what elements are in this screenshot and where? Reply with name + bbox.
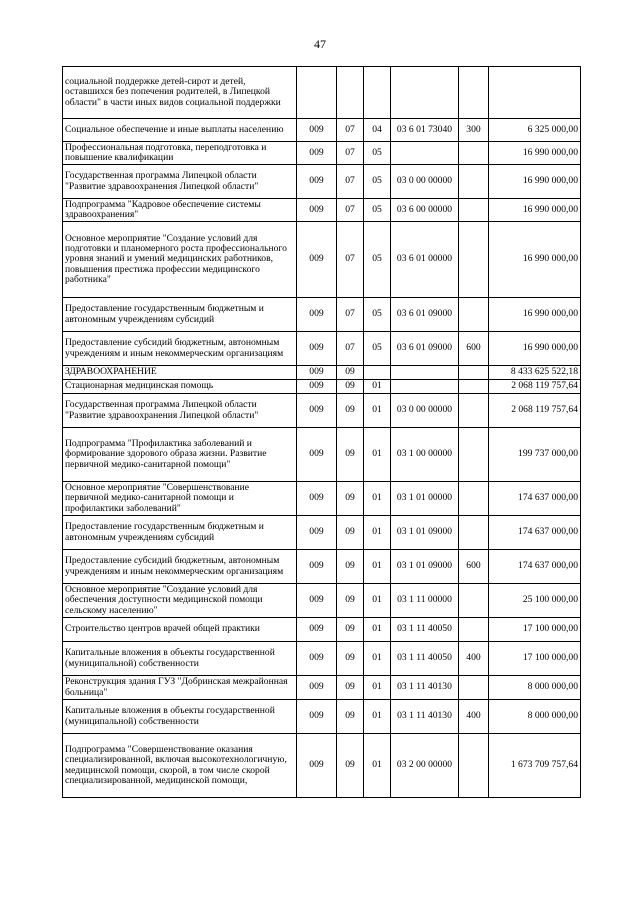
subsection-code-cell: 05 [364, 332, 391, 366]
amount-cell: 17 100 000,00 [489, 642, 581, 676]
target-article-code-cell [391, 366, 459, 380]
subsection-code-cell: 04 [364, 119, 391, 142]
admin-code-cell: 009 [297, 700, 337, 734]
amount-cell: 6 325 000,00 [489, 119, 581, 142]
section-code-cell [337, 67, 364, 119]
section-code-cell: 09 [337, 734, 364, 798]
section-code-cell: 09 [337, 550, 364, 584]
section-code-cell: 09 [337, 366, 364, 380]
section-code-cell: 09 [337, 618, 364, 642]
admin-code-cell: 009 [297, 734, 337, 798]
row-name-cell: Предоставление субсидий бюджетным, автономным учреждениям и иным некоммерческим организациям [63, 332, 297, 366]
expense-type-code-cell [459, 67, 489, 119]
target-article-code-cell: 03 6 00 00000 [391, 199, 459, 222]
target-article-code-cell: 03 6 01 00000 [391, 222, 459, 298]
subsection-code-cell: 01 [364, 642, 391, 676]
row-name-cell: Предоставление субсидий бюджетным, автономным учреждениям и иным некоммерческим организациям [63, 550, 297, 584]
expense-type-code-cell [459, 482, 489, 516]
expense-type-code-cell [459, 366, 489, 380]
section-code-cell: 07 [337, 165, 364, 199]
expense-type-code-cell [459, 516, 489, 550]
admin-code-cell: 009 [297, 380, 337, 394]
table-row [63, 199, 581, 222]
row-name-cell: Капитальные вложения в объекты государственной (муниципальной) собственности [63, 642, 297, 676]
section-code-cell: 07 [337, 119, 364, 142]
section-code-cell: 09 [337, 584, 364, 618]
subsection-code-cell [364, 366, 391, 380]
row-name-cell: Капитальные вложения в объекты государственной (муниципальной) собственности [63, 700, 297, 734]
section-code-cell: 07 [337, 222, 364, 298]
section-code-cell: 07 [337, 199, 364, 222]
section-code-cell: 09 [337, 482, 364, 516]
subsection-code-cell: 05 [364, 165, 391, 199]
row-name-cell: ЗДРАВООХРАНЕНИЕ [63, 366, 297, 380]
target-article-code-cell [391, 67, 459, 119]
table-row [63, 298, 581, 332]
admin-code-cell: 009 [297, 222, 337, 298]
expense-type-code-cell [459, 142, 489, 165]
subsection-code-cell: 01 [364, 394, 391, 428]
amount-cell: 16 990 000,00 [489, 222, 581, 298]
row-name-cell: Предоставление государственным бюджетным и автономным учреждениям субсидий [63, 516, 297, 550]
section-code-cell: 09 [337, 394, 364, 428]
table-row [63, 222, 581, 298]
subsection-code-cell: 01 [364, 380, 391, 394]
subsection-code-cell: 05 [364, 142, 391, 165]
expense-type-code-cell: 400 [459, 700, 489, 734]
admin-code-cell: 009 [297, 428, 337, 482]
target-article-code-cell: 03 1 11 40050 [391, 618, 459, 642]
expense-type-code-cell [459, 734, 489, 798]
table-row [63, 380, 581, 394]
target-article-code-cell: 03 1 01 09000 [391, 516, 459, 550]
expense-type-code-cell [459, 165, 489, 199]
row-name-cell: Строительство центров врачей общей практики [63, 618, 297, 642]
target-article-code-cell [391, 380, 459, 394]
table-row [63, 142, 581, 165]
amount-cell: 16 990 000,00 [489, 332, 581, 366]
subsection-code-cell [364, 67, 391, 119]
section-code-cell: 09 [337, 700, 364, 734]
subsection-code-cell: 01 [364, 734, 391, 798]
table-row [63, 165, 581, 199]
expense-type-code-cell: 600 [459, 550, 489, 584]
row-name-cell: Основное мероприятие "Создание условий для подготовки и планомерного роста профессионального уровня знаний и умений медицинских работников, повышения престижа профессии медицинского работника" [63, 222, 297, 298]
amount-cell: 8 433 625 522,18 [489, 366, 581, 380]
section-code-cell: 07 [337, 142, 364, 165]
row-name-cell: Подпрограмма "Совершенствование оказания специализированной, включая высокотехнологичную, медицинской помощи, скорой, в том числе скорой специализированной, медицинской помощи, [63, 734, 297, 798]
subsection-code-cell: 01 [364, 550, 391, 584]
row-name-cell: Государственная программа Липецкой области "Развитие здравоохранения Липецкой области" [63, 394, 297, 428]
subsection-code-cell: 01 [364, 700, 391, 734]
row-name-cell: Подпрограмма "Профилактика заболеваний и формирование здорового образа жизни. Развитие первичной медико-санитарной помощи" [63, 428, 297, 482]
section-code-cell: 09 [337, 516, 364, 550]
table-row [63, 676, 581, 700]
section-code-cell: 09 [337, 380, 364, 394]
admin-code-cell: 009 [297, 298, 337, 332]
row-name-cell: Основное мероприятие "Совершенствование первичной медико-санитарной помощи и профилактики заболеваний" [63, 482, 297, 516]
amount-cell: 16 990 000,00 [489, 298, 581, 332]
admin-code-cell: 009 [297, 142, 337, 165]
table-row [63, 734, 581, 798]
subsection-code-cell: 01 [364, 482, 391, 516]
table-row [63, 428, 581, 482]
table-row [63, 516, 581, 550]
amount-cell: 25 100 000,00 [489, 584, 581, 618]
admin-code-cell: 009 [297, 618, 337, 642]
table-row [63, 700, 581, 734]
admin-code-cell: 009 [297, 584, 337, 618]
target-article-code-cell: 03 1 00 00000 [391, 428, 459, 482]
amount-cell: 8 000 000,00 [489, 700, 581, 734]
row-name-cell: Государственная программа Липецкой области "Развитие здравоохранения Липецкой области" [63, 165, 297, 199]
table-row [63, 366, 581, 380]
row-name-cell: социальной поддержке детей-сирот и детей, оставшихся без попечения родителей, в Липецкой области" в части иных видов социальной поддержки [63, 67, 297, 119]
subsection-code-cell: 05 [364, 222, 391, 298]
expense-type-code-cell: 300 [459, 119, 489, 142]
amount-cell: 17 100 000,00 [489, 618, 581, 642]
row-name-cell: Стационарная медицинская помощь [63, 380, 297, 394]
amount-cell: 174 637 000,00 [489, 482, 581, 516]
admin-code-cell: 009 [297, 394, 337, 428]
target-article-code-cell: 03 1 01 00000 [391, 482, 459, 516]
table-row [63, 332, 581, 366]
admin-code-cell: 009 [297, 165, 337, 199]
table-row [63, 642, 581, 676]
admin-code-cell: 009 [297, 332, 337, 366]
expense-type-code-cell [459, 380, 489, 394]
row-name-cell: Профессиональная подготовка, переподготовка и повышение квалификации [63, 142, 297, 165]
expense-type-code-cell [459, 222, 489, 298]
amount-cell: 2 068 119 757,64 [489, 394, 581, 428]
amount-cell: 1 673 709 757,64 [489, 734, 581, 798]
target-article-code-cell: 03 0 00 00000 [391, 165, 459, 199]
table-row [63, 67, 581, 119]
section-code-cell: 09 [337, 642, 364, 676]
target-article-code-cell: 03 1 11 40050 [391, 642, 459, 676]
target-article-code-cell: 03 1 11 40130 [391, 676, 459, 700]
section-code-cell: 07 [337, 298, 364, 332]
target-article-code-cell [391, 142, 459, 165]
amount-cell: 16 990 000,00 [489, 165, 581, 199]
target-article-code-cell: 03 1 11 40130 [391, 700, 459, 734]
target-article-code-cell: 03 6 01 09000 [391, 332, 459, 366]
amount-cell: 174 637 000,00 [489, 550, 581, 584]
admin-code-cell: 009 [297, 366, 337, 380]
target-article-code-cell: 03 2 00 00000 [391, 734, 459, 798]
expense-type-code-cell [459, 199, 489, 222]
admin-code-cell: 009 [297, 199, 337, 222]
row-name-cell: Подпрограмма "Кадровое обеспечение системы здравоохранения" [63, 199, 297, 222]
amount-cell [489, 67, 581, 119]
budget-table [62, 66, 581, 798]
expense-type-code-cell: 400 [459, 642, 489, 676]
row-name-cell: Социальное обеспечение и иные выплаты населению [63, 119, 297, 142]
table-row [63, 119, 581, 142]
amount-cell: 199 737 000,00 [489, 428, 581, 482]
target-article-code-cell: 03 1 01 09000 [391, 550, 459, 584]
table-row [63, 394, 581, 428]
expense-type-code-cell [459, 428, 489, 482]
section-code-cell: 07 [337, 332, 364, 366]
expense-type-code-cell [459, 298, 489, 332]
table-row [63, 584, 581, 618]
subsection-code-cell: 01 [364, 584, 391, 618]
subsection-code-cell: 05 [364, 199, 391, 222]
section-code-cell: 09 [337, 428, 364, 482]
target-article-code-cell: 03 1 11 00000 [391, 584, 459, 618]
admin-code-cell: 009 [297, 676, 337, 700]
target-article-code-cell: 03 6 01 73040 [391, 119, 459, 142]
admin-code-cell: 009 [297, 119, 337, 142]
subsection-code-cell: 01 [364, 676, 391, 700]
amount-cell: 16 990 000,00 [489, 142, 581, 165]
row-name-cell: Предоставление государственным бюджетным и автономным учреждениям субсидий [63, 298, 297, 332]
subsection-code-cell: 05 [364, 298, 391, 332]
admin-code-cell: 009 [297, 642, 337, 676]
section-code-cell: 09 [337, 676, 364, 700]
row-name-cell: Реконструкция здания ГУЗ "Добринская межрайонная больница" [63, 676, 297, 700]
target-article-code-cell: 03 6 01 09000 [391, 298, 459, 332]
amount-cell: 8 000 000,00 [489, 676, 581, 700]
amount-cell: 16 990 000,00 [489, 199, 581, 222]
subsection-code-cell: 01 [364, 516, 391, 550]
admin-code-cell [297, 67, 337, 119]
expense-type-code-cell [459, 676, 489, 700]
expense-type-code-cell [459, 584, 489, 618]
admin-code-cell: 009 [297, 482, 337, 516]
table-row [63, 618, 581, 642]
row-name-cell: Основное мероприятие "Создание условий для обеспечения доступности медицинской помощи сельскому населению" [63, 584, 297, 618]
admin-code-cell: 009 [297, 550, 337, 584]
table-row [63, 482, 581, 516]
page-number: 47 [314, 37, 326, 51]
expense-type-code-cell [459, 394, 489, 428]
amount-cell: 2 068 119 757,64 [489, 380, 581, 394]
expense-type-code-cell [459, 618, 489, 642]
table-row [63, 550, 581, 584]
admin-code-cell: 009 [297, 516, 337, 550]
subsection-code-cell: 01 [364, 618, 391, 642]
amount-cell: 174 637 000,00 [489, 516, 581, 550]
subsection-code-cell: 01 [364, 428, 391, 482]
target-article-code-cell: 03 0 00 00000 [391, 394, 459, 428]
expense-type-code-cell: 600 [459, 332, 489, 366]
